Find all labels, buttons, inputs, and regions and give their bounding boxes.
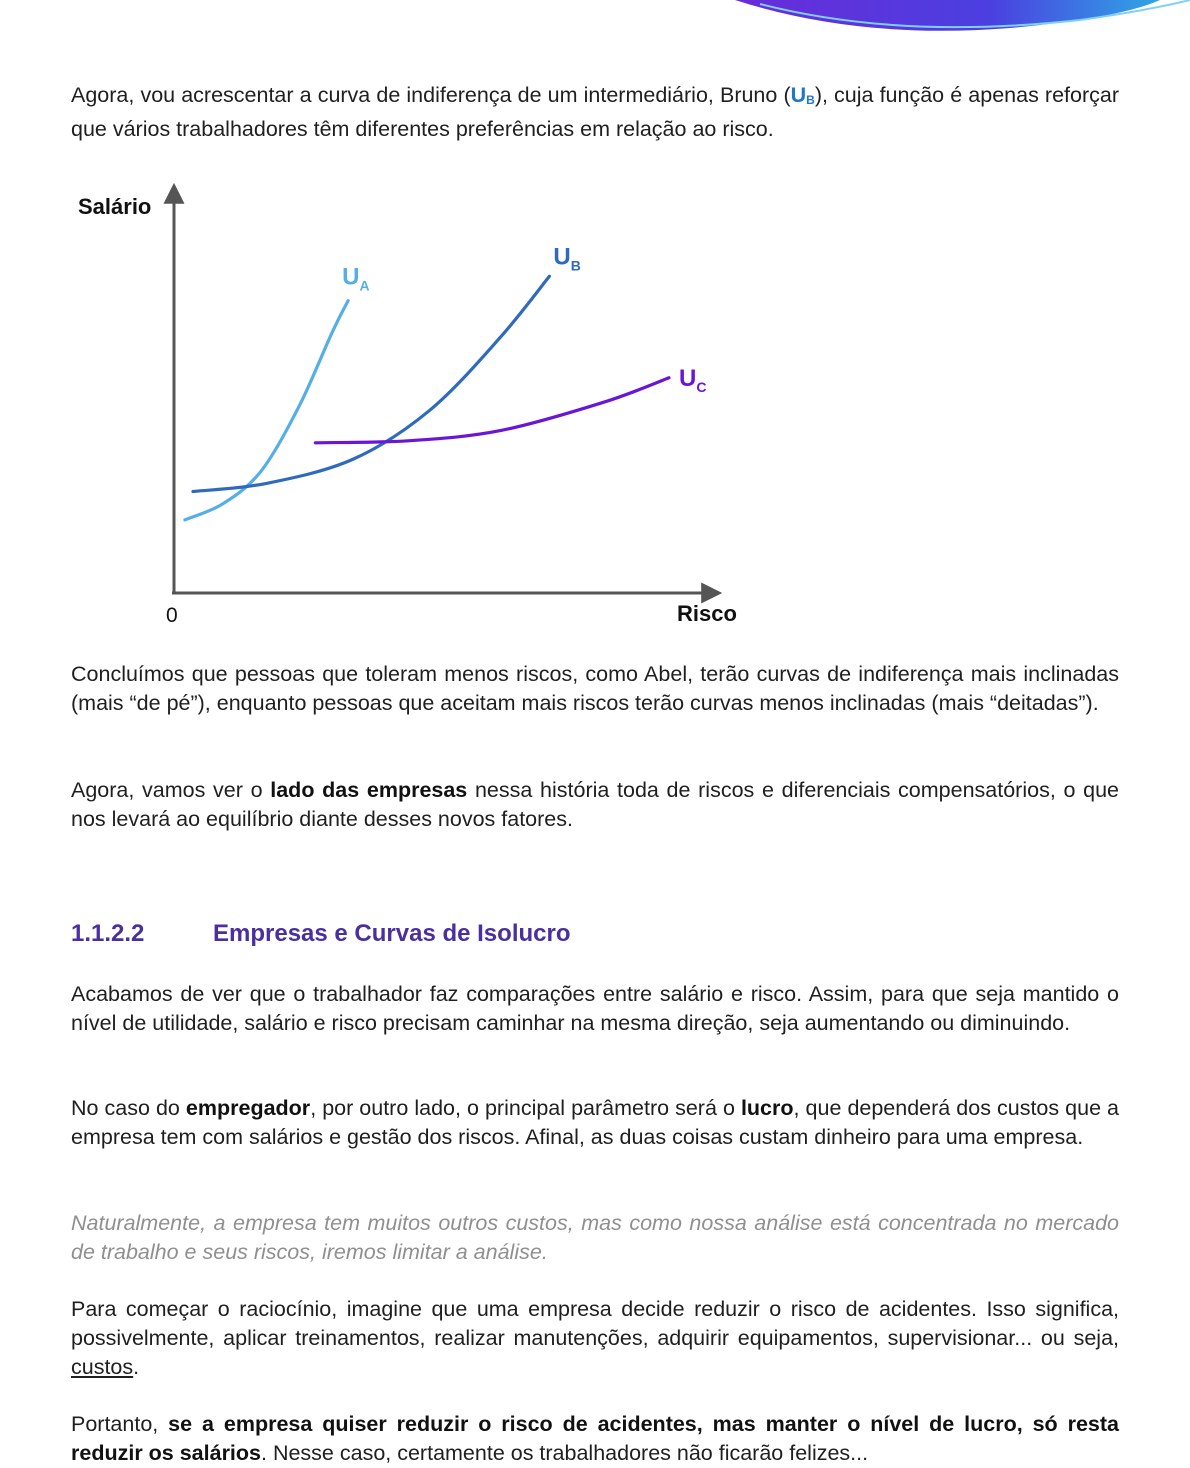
ub-symbol: $U_B$	[790, 83, 815, 107]
curve-label-main: U	[679, 364, 697, 392]
y-axis-label: Salário	[78, 194, 152, 219]
x-axis-label: Risco	[677, 601, 737, 626]
curve-uc	[315, 378, 669, 443]
curve-label-ub	[553, 243, 580, 273]
curve-ub	[193, 276, 549, 491]
conclusion-paragraph: Concluímos que pessoas que toleram menos riscos, como Abel, terão curvas de indiferença mais inclinadas (mais “de pé”), enquanto pessoas que aceitam mais riscos terão curvas menos inclinadas (mais “deitadas”).	[71, 662, 1119, 715]
curve-label-sub: C	[696, 378, 707, 395]
companies-intro-paragraph: Agora, vamos ver o lado das empresas nessa história toda de riscos e diferenciais compensatórios, o que nos levará ao equilíbrio diante desses novos fatores.	[71, 778, 1119, 831]
curve-label-sub: A	[359, 277, 370, 294]
section-number: 1.1.2.2	[71, 920, 145, 947]
reasoning-paragraph: Para começar o raciocínio, imagine que uma empresa decide reduzir o risco de acidentes. Isso significa, possivelmente, aplicar treinamentos, realizar manutenções, adquirir equipamentos, supervisionar... ou seja, custos.	[71, 1297, 1119, 1379]
worker-comparison-paragraph: Acabamos de ver que o trabalhador faz comparações entre salário e risco. Assim, para que seja mantido o nível de utilidade, salário e risco precisam caminhar na mesma direção, seja aumentando ou diminuindo.	[71, 982, 1119, 1035]
curve-label-uc	[679, 365, 706, 395]
curve-label-main: U	[553, 243, 571, 271]
section-title: Empresas e Curvas de Isolucro	[213, 920, 571, 947]
curve-label-ua	[342, 264, 369, 294]
header-decoration	[0, 0, 1190, 40]
note-paragraph: Naturalmente, a empresa tem muitos outros custos, mas como nossa análise está concentrada no mercado de trabalho e seus riscos, iremos limitar a análise.	[71, 1211, 1119, 1264]
intro-paragraph: Agora, vou acrescentar a curva de indiferença de um intermediário, Bruno $(U_B)$, cuja função é apenas reforçar que vários trabalhadores têm diferentes preferências em relação ao risco.	[71, 83, 1119, 141]
section-heading	[71, 918, 571, 950]
indifference-curves-chart	[60, 175, 760, 630]
origin-label: 0	[166, 604, 178, 627]
curve-label-sub: B	[570, 257, 581, 274]
employer-paragraph: No caso do empregador, por outro lado, o principal parâmetro será o lucro, que dependerá dos custos que a empresa tem com salários e gestão dos riscos. Afinal, as duas coisas custam dinheiro para uma empresa.	[71, 1096, 1120, 1149]
conclusion-salary-paragraph: Portanto, se a empresa quiser reduzir o risco de acidentes, mas manter o nível de lucro, só resta reduzir os salários. Nesse caso, certamente os trabalhadores não ficarão felizes...	[71, 1412, 1119, 1465]
curve-ua	[185, 301, 348, 520]
curve-label-main: U	[342, 263, 360, 291]
